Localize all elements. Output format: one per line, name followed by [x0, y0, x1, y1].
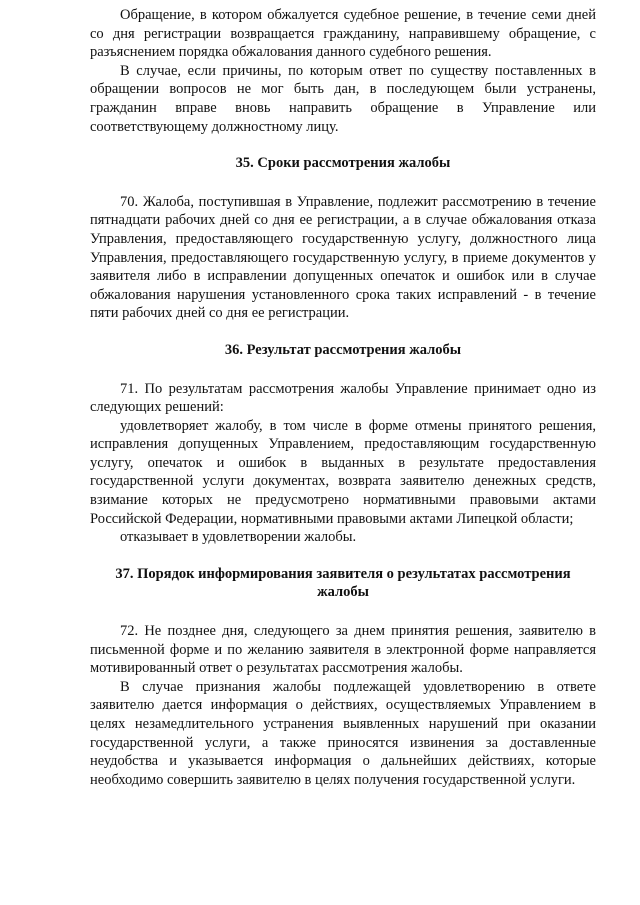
paragraph-court-decision-return: Обращение, в котором обжалуется судебное решение, в течение семи дней со дня регистрации возвращается гражданину, направившему обращение, с разъяснением порядка обжалования данного судебного решения.	[90, 7, 596, 61]
paragraph-72: 72. Не позднее дня, следующего за днем принятия решения, заявителю в письменной форме и по желанию заявителя в электронной форме направляется мотивированный ответ о результатах рассмотрения жалобы.	[90, 623, 596, 677]
paragraph-resubmission: В случае, если причины, по которым ответ по существу поставленных в обращении вопросов не мог быть дан, в последующем были устранены, гражданин вправе вновь направить обращение в Управление или соответствующему должностному лицу.	[90, 62, 596, 135]
paragraph-71-refuse: отказывает в удовлетворении жалобы.	[120, 529, 357, 546]
paragraph-70: 70. Жалоба, поступившая в Управление, подлежит рассмотрению в течение пятнадцати рабочих дней со дня ее регистрации, а в случае обжалования отказа Управления, предоставляющего государственную услугу, должностного лица Управления, предоставляющего государственную услугу, в приеме документов у заявителя либо в исправлении допущенных опечаток и ошибок или в случае обжалования нарушения установленного срока таких исправлений - в течение пяти рабочих дней со дня ее регистрации.	[90, 193, 596, 322]
section-37-heading: 37. Порядок информирования заявителя о результатах рассмотрения жалобы	[115, 565, 571, 601]
section-36-heading: 36. Результат рассмотрения жалобы	[224, 341, 462, 358]
paragraph-71: 71. По результатам рассмотрения жалобы Управление принимает одно из следующих решений:	[90, 380, 596, 416]
document-page	[90, 6, 596, 789]
section-35-heading: 35. Сроки рассмотрения жалобы	[235, 155, 451, 172]
paragraph-72-satisfied-response: В случае признания жалобы подлежащей удовлетворению в ответе заявителю дается информация о действиях, осуществляемых Управлением в целях незамедлительного устранения выявленных нарушений при оказании государственной услуги, а также приносятся извинения за доставленные неудобства и указывается информация о дальнейших действиях, которые необходимо совершить заявителю в целях получения государственной услуги.	[90, 678, 596, 788]
paragraph-71-satisfy: удовлетворяет жалобу, в том числе в форме отмены принятого решения, исправления допущенных Управлением, предоставляющим государственную услугу, опечаток и ошибок в выданных в результате предоставления государственной услуги документах, возврата заявителю денежных средств, взимание которых не предусмотрено нормативными правовыми актами Российской Федерации, нормативными правовыми актами Липецкой области;	[90, 417, 596, 527]
